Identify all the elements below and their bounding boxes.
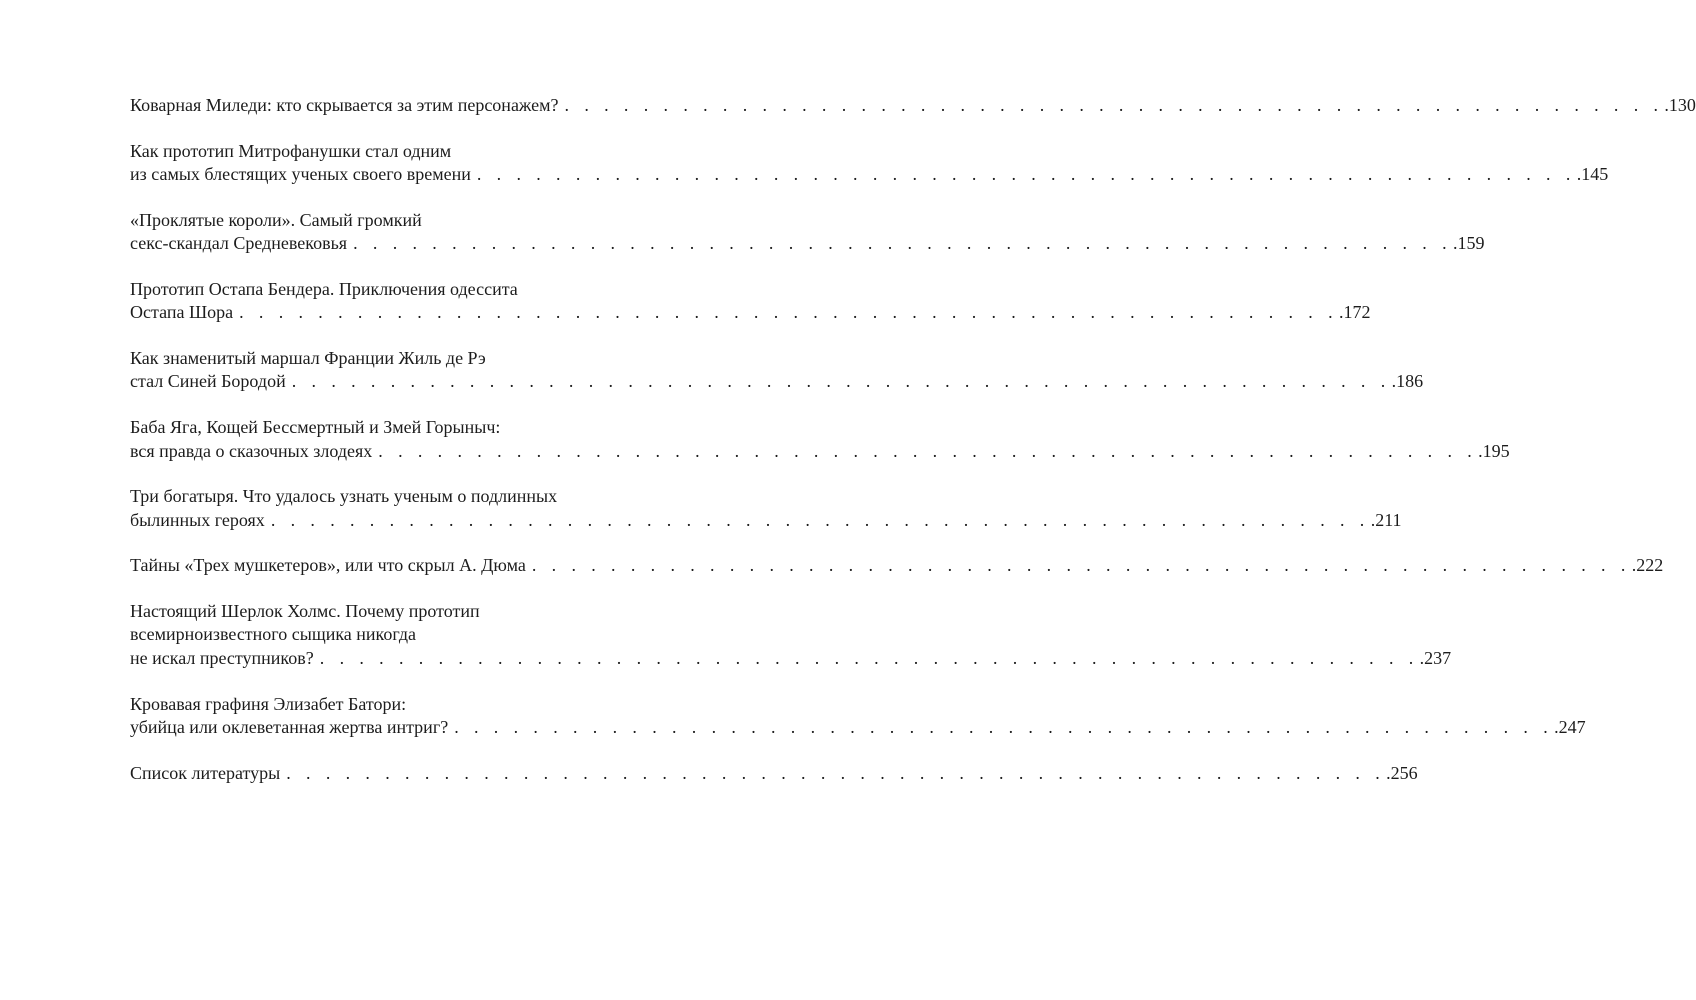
toc-entry-title: Настоящий Шерлок Холмс. Почему прототип (130, 601, 480, 622)
toc-entry-line (130, 554, 1664, 577)
toc-entry-line (130, 301, 1371, 324)
toc-entry[interactable] (130, 693, 1586, 740)
toc-entry-title: вся правда о сказочных злодеях (130, 440, 373, 461)
toc-page-number: .195 (1478, 440, 1510, 461)
dot-leader: . . . . . . . . . . . . . . . . . . . . . . . . . . . . . . . . . . . . . . . . . . . . . . . . . . . . . . . . (270, 509, 1370, 530)
toc-entry[interactable] (130, 762, 1418, 785)
toc-entry-line (130, 163, 1609, 186)
toc-page-number: .145 (1576, 164, 1609, 185)
toc-entry-title: Остапа Шора (130, 302, 234, 323)
toc-entry[interactable] (130, 140, 1609, 187)
dot-leader: . . . . . . . . . . . . . . . . . . . . . . . . . . . . . . . . . . . . . . . . . . . . . . . . . . . . . . . . (531, 555, 1631, 576)
toc-page-number: .211 (1370, 509, 1402, 530)
toc-entry-line (130, 509, 1402, 532)
toc-page-number: .222 (1631, 555, 1664, 576)
toc-page-number: .237 (1419, 647, 1452, 668)
toc-entry-title: Кровавая графиня Элизабет Батори: (130, 693, 407, 714)
toc-page-number: .247 (1554, 716, 1586, 737)
toc-entry[interactable] (130, 416, 1510, 463)
toc-entry-title: Прототип Остапа Бендера. Приключения одессита (130, 278, 518, 299)
toc-entry-title: Как прототип Митрофанушки стал одним (130, 140, 452, 161)
toc-entry-title: стал Синей Бородой (130, 371, 286, 392)
toc-entry-title: Три богатыря. Что удалось узнать ученым о подлинных (130, 486, 558, 507)
toc-entry[interactable] (130, 347, 1424, 394)
toc-entry-title: Баба Яга, Кощей Бессмертный и Змей Горыныч: (130, 417, 501, 438)
dot-leader: . . . . . . . . . . . . . . . . . . . . . . . . . . . . . . . . . . . . . . . . . . . . . . . . . . . . . . . . (239, 302, 1339, 323)
dot-leader: . . . . . . . . . . . . . . . . . . . . . . . . . . . . . . . . . . . . . . . . . . . . . . . . . . . . . . . . (476, 164, 1576, 185)
toc-entry-line (130, 647, 1452, 670)
toc-entry-line (130, 232, 1485, 255)
dot-leader: . . . . . . . . . . . . . . . . . . . . . . . . . . . . . . . . . . . . . . . . . . . . . . . . . . . . . . . . (286, 762, 1386, 783)
dot-leader: . . . . . . . . . . . . . . . . . . . . . . . . . . . . . . . . . . . . . . . . . . . . . . . . . . . . . . . . (454, 716, 1554, 737)
dot-leader: . . . . . . . . . . . . . . . . . . . . . . . . . . . . . . . . . . . . . . . . . . . . . . . . . . . . . . . . (319, 647, 1419, 668)
toc-entry[interactable] (130, 209, 1485, 256)
toc-entry[interactable] (130, 94, 1696, 117)
toc-entry-title: не искал преступников? (130, 647, 314, 668)
toc-entry-title: Тайны «Трех мушкетеров», или что скрыл А. Дюма (130, 555, 526, 576)
toc-entry-line (130, 370, 1424, 393)
toc-entry[interactable] (130, 485, 1402, 532)
dot-leader: . . . . . . . . . . . . . . . . . . . . . . . . . . . . . . . . . . . . . . . . . . . . . . . . . . . . . . . . (353, 233, 1452, 254)
toc-entry-line (130, 440, 1510, 463)
toc-entry-title: секс-скандал Средневековья (130, 233, 348, 254)
toc-page-number: .130 (1664, 95, 1696, 115)
toc-entry-title: из самых блестящих ученых своего времени (130, 164, 471, 185)
toc-entry[interactable] (130, 278, 1371, 325)
toc-entry[interactable] (130, 554, 1664, 577)
toc-entry-title: Коварная Миледи: кто скрывается за этим персонажем? (130, 95, 559, 115)
dot-leader: . . . . . . . . . . . . . . . . . . . . . . . . . . . . . . . . . . . . . . . . . . . . . . . . . . . . . . . . (564, 95, 1664, 115)
table-of-contents (130, 94, 1696, 807)
toc-page-number: .159 (1453, 233, 1485, 254)
toc-entry-title: убийца или оклеветанная жертва интриг? (130, 716, 449, 737)
toc-entry-line (130, 762, 1418, 785)
toc-page-number: .186 (1391, 371, 1424, 392)
toc-page-number: .256 (1386, 762, 1418, 783)
toc-entry-line (130, 94, 1696, 117)
dot-leader: . . . . . . . . . . . . . . . . . . . . . . . . . . . . . . . . . . . . . . . . . . . . . . . . . . . . . . . . (378, 440, 1478, 461)
toc-entry-title: всемирноизвестного сыщика никогда (130, 624, 417, 645)
toc-entry-title: Список литературы (130, 762, 281, 783)
toc-entry-title: былинных героях (130, 509, 265, 530)
toc-entry-title: Как знаменитый маршал Франции Жиль де Рэ (130, 348, 486, 369)
toc-entry-title: «Проклятые короли». Самый громкий (130, 209, 422, 230)
dot-leader: . . . . . . . . . . . . . . . . . . . . . . . . . . . . . . . . . . . . . . . . . . . . . . . . . . . . . . . . (291, 371, 1391, 392)
toc-entry-line (130, 716, 1586, 739)
toc-entry[interactable] (130, 600, 1452, 670)
toc-page-number: .172 (1339, 302, 1371, 323)
